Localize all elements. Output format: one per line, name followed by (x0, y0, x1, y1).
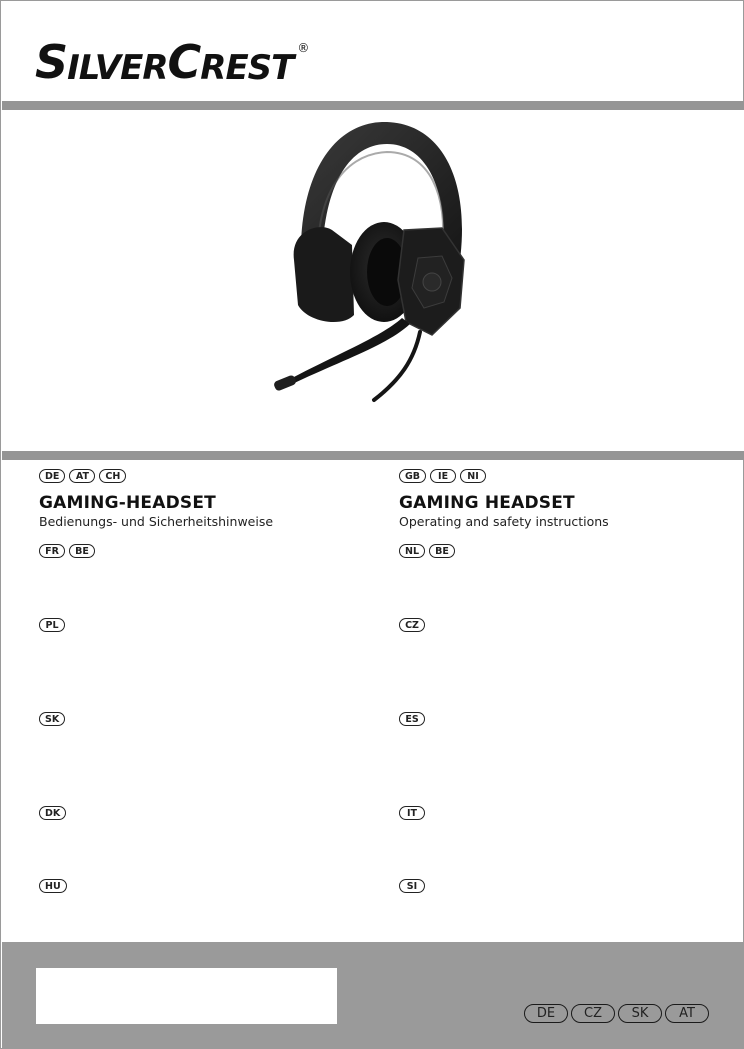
footer-chip-at: AT (665, 1004, 709, 1023)
brand-letter-c: C (167, 35, 201, 89)
section-sk (39, 712, 369, 730)
headset-icon (2, 110, 744, 451)
chip-hu: HU (39, 879, 67, 893)
chip-sk: SK (39, 712, 65, 726)
chip-nl: NL (399, 544, 425, 558)
language-chips (399, 469, 729, 487)
section-si (399, 879, 729, 897)
chip-ni: NI (460, 469, 486, 483)
language-chips (399, 618, 729, 636)
chip-at: AT (69, 469, 95, 483)
chip-si: SI (399, 879, 425, 893)
chip-it: IT (399, 806, 425, 820)
brand-letters-rest: REST (200, 48, 294, 88)
product-title: GAMING HEADSET (399, 493, 575, 513)
brand-logo (35, 35, 310, 89)
product-subtitle: Operating and safety instructions (399, 514, 609, 529)
chip-be: BE (69, 544, 95, 558)
section-gb (399, 469, 729, 529)
chip-pl: PL (39, 618, 65, 632)
top-divider-band (2, 101, 744, 110)
label-box (36, 968, 337, 1024)
section-it (399, 806, 729, 824)
chip-fr: FR (39, 544, 65, 558)
language-chips (399, 879, 729, 897)
footer-chip-sk: SK (618, 1004, 662, 1023)
language-chips (399, 712, 729, 730)
language-chips (39, 879, 369, 897)
chip-gb: GB (399, 469, 426, 483)
footer-country-codes (524, 1004, 709, 1023)
product-title: GAMING-HEADSET (39, 493, 216, 513)
section-es (399, 712, 729, 730)
section-pl (39, 618, 369, 636)
section-dk (39, 806, 369, 824)
product-subtitle: Bedienungs- und Sicherheitshinweise (39, 514, 274, 529)
footer-chip-de: DE (524, 1004, 568, 1023)
chip-ch: CH (99, 469, 126, 483)
chip-be: BE (429, 544, 455, 558)
chip-dk: DK (39, 806, 66, 820)
language-chips (399, 806, 729, 824)
chip-es: ES (399, 712, 425, 726)
language-chips (39, 618, 369, 636)
language-chips (39, 469, 369, 487)
chip-ie: IE (430, 469, 456, 483)
language-chips (39, 806, 369, 824)
registered-mark: ® (297, 41, 310, 55)
section-de (39, 469, 369, 529)
middle-divider-band (2, 451, 744, 460)
language-chips (39, 544, 369, 562)
section-nl (399, 544, 729, 562)
language-chips (39, 712, 369, 730)
section-cz (399, 618, 729, 636)
footer-chip-cz: CZ (571, 1004, 615, 1023)
section-fr (39, 544, 369, 562)
brand-letters-ilver: ILVER (67, 48, 168, 88)
chip-de: DE (39, 469, 65, 483)
language-chips (399, 544, 729, 562)
brand-letter-s: S (35, 35, 68, 89)
chip-cz: CZ (399, 618, 425, 632)
section-hu (39, 879, 369, 897)
product-image (2, 110, 744, 451)
